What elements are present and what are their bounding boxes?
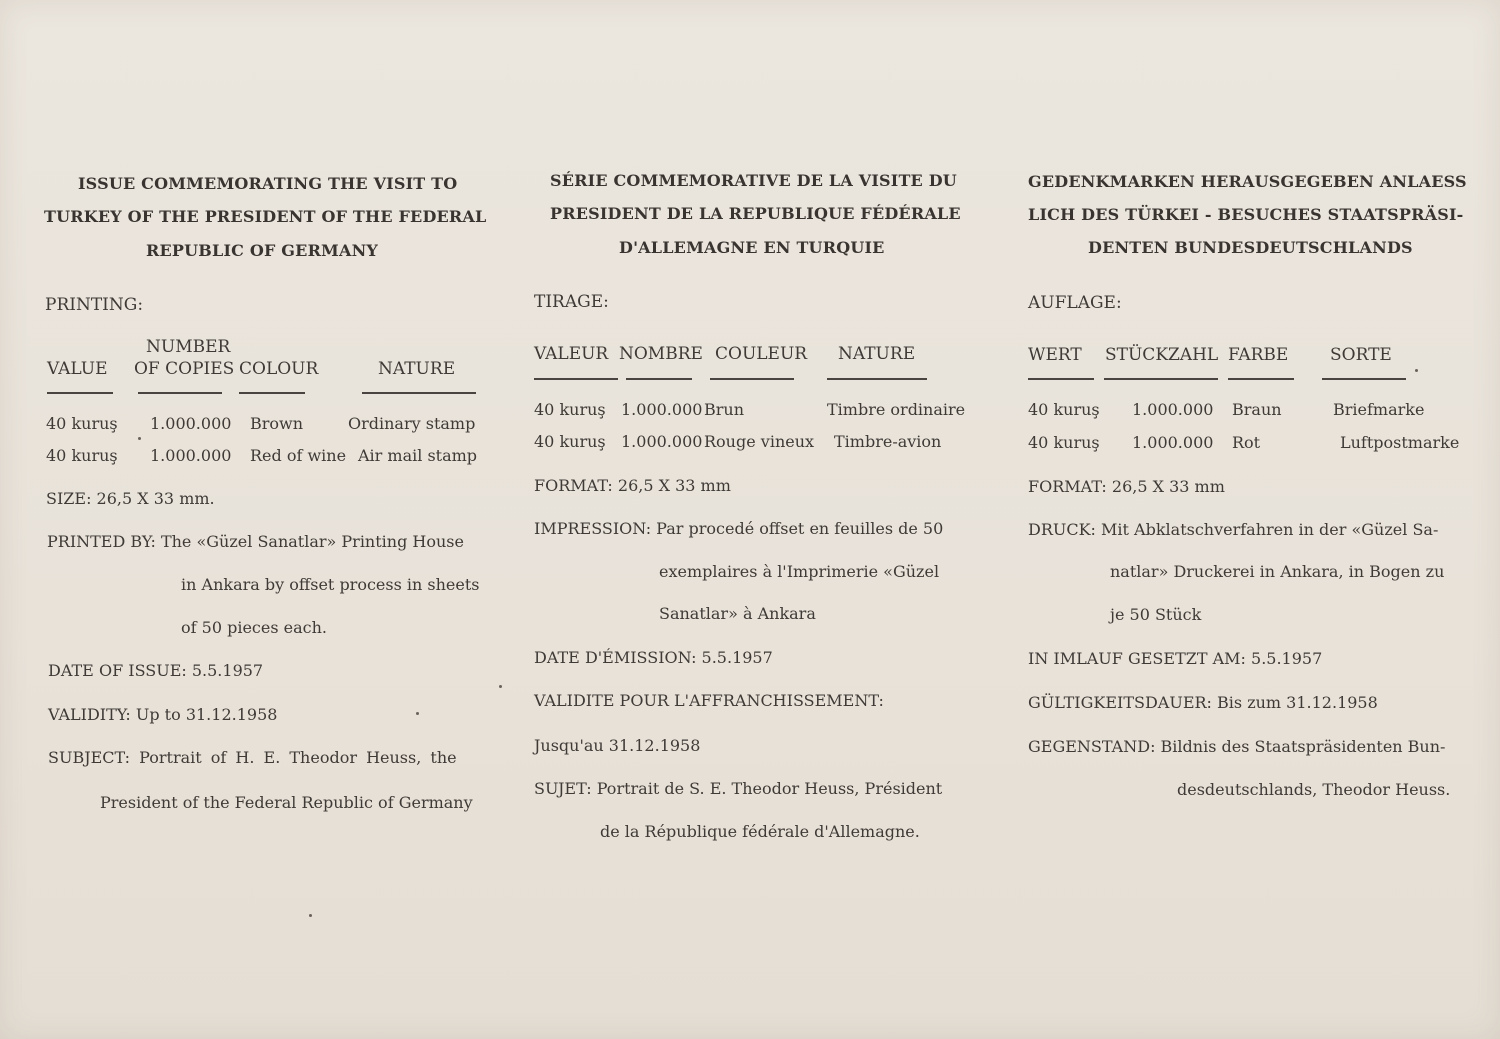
en-header-underline	[362, 392, 476, 394]
en-header-number: NUMBER	[146, 337, 231, 357]
de-row-2-nature: Luftpostmarke	[1340, 433, 1460, 452]
fr-sujet-line-2: de la République fédérale d'Allemagne.	[600, 822, 920, 841]
fr-title-line-2: PRESIDENT DE LA REPUBLIQUE FÉDÉRALE	[550, 204, 961, 223]
en-title-line-2: TURKEY OF THE PRESIDENT OF THE FEDERAL	[44, 207, 487, 226]
fr-row-1-value: 40 kuruş	[534, 400, 606, 419]
en-header-underline	[239, 392, 305, 394]
en-validity: VALIDITY: Up to 31.12.1958	[48, 705, 278, 724]
fr-date-emission: DATE D'ÉMISSION: 5.5.1957	[534, 648, 773, 667]
en-header-nature: NATURE	[378, 359, 456, 379]
de-row-1-copies: 1.000.000	[1132, 400, 1214, 419]
en-subject-line-2: President of the Federal Republic of Germany	[100, 793, 473, 812]
de-row-1-value: 40 kuruş	[1028, 400, 1100, 419]
en-title-line-3: REPUBLIC OF GERMANY	[146, 241, 379, 260]
fr-impression-line-2: exemplaires à l'Imprimerie «Güzel	[659, 562, 940, 581]
de-druck-line-3: je 50 Stück	[1110, 605, 1202, 624]
fr-title-line-3: D'ALLEMAGNE EN TURQUIE	[619, 238, 885, 257]
en-printing-label: PRINTING:	[45, 295, 144, 315]
fr-header-couleur: COULEUR	[715, 344, 808, 364]
de-format: FORMAT: 26,5 X 33 mm	[1028, 477, 1225, 496]
fr-header-valeur: VALEUR	[534, 344, 609, 364]
en-row-1-value: 40 kuruş	[46, 414, 118, 433]
fr-row-2-nature: Timbre-avion	[834, 432, 942, 451]
fr-row-2-copies: 1.000.000	[621, 432, 703, 451]
de-druck-line-2: natlar» Druckerei in Ankara, in Bogen zu	[1110, 562, 1445, 581]
en-header-underline	[138, 392, 222, 394]
en-row-2-colour: Red of wine	[250, 446, 347, 465]
de-title-line-1: GEDENKMARKEN HERAUSGEGEBEN ANLAESS	[1028, 172, 1467, 191]
de-header-stueckzahl: STÜCKZAHL	[1105, 345, 1219, 365]
en-row-2-nature: Air mail stamp	[358, 446, 478, 465]
de-row-1-nature: Briefmarke	[1333, 400, 1425, 419]
print-speck	[138, 437, 141, 440]
en-printed-by-line-3: of 50 pieces each.	[181, 618, 327, 637]
fr-header-nombre: NOMBRE	[619, 344, 703, 364]
de-header-sorte: SORTE	[1330, 345, 1392, 365]
fr-row-2-value: 40 kuruş	[534, 432, 606, 451]
de-druck-line-1: DRUCK: Mit Abklatschverfahren in der «Güzel Sa-	[1028, 520, 1439, 539]
fr-row-1-copies: 1.000.000	[621, 400, 703, 419]
en-printed-by-line-2: in Ankara by offset process in sheets	[181, 575, 480, 594]
fr-row-2-colour: Rouge vineux	[704, 432, 815, 451]
de-header-underline	[1104, 378, 1218, 380]
de-title-line-2: LICH DES TÜRKEI - BESUCHES STAATSPRÄSI-	[1028, 205, 1464, 224]
fr-row-1-colour: Brun	[704, 400, 745, 419]
de-row-1-colour: Braun	[1232, 400, 1282, 419]
de-row-2-colour: Rot	[1232, 433, 1261, 452]
de-gegenstand-line-1: GEGENSTAND: Bildnis des Staatspräsidenten Bun-	[1028, 737, 1446, 756]
fr-header-underline	[534, 378, 618, 380]
en-row-1-copies: 1.000.000	[150, 414, 232, 433]
en-row-1-colour: Brown	[250, 414, 304, 433]
fr-sujet-line-1: SUJET: Portrait de S. E. Theodor Heuss, Président	[534, 779, 943, 798]
de-title-line-3: DENTEN BUNDESDEUTSCHLANDS	[1088, 238, 1413, 257]
print-speck	[1415, 369, 1418, 372]
en-size: SIZE: 26,5 X 33 mm.	[46, 489, 215, 508]
fr-impression-line-1: IMPRESSION: Par procedé offset en feuilles de 50	[534, 519, 944, 538]
de-header-underline	[1228, 378, 1294, 380]
en-title-line-1: ISSUE COMMEMORATING THE VISIT TO	[78, 174, 458, 193]
de-auflage-label: AUFLAGE:	[1028, 293, 1122, 313]
fr-header-underline	[827, 378, 927, 380]
de-imlauf: IN IMLAUF GESETZT AM: 5.5.1957	[1028, 649, 1323, 668]
en-subject-line-1: SUBJECT: Portrait of H. E. Theodor Heuss, the	[48, 748, 457, 767]
de-gueltig: GÜLTIGKEITSDAUER: Bis zum 31.12.1958	[1028, 693, 1378, 712]
en-date-of-issue: DATE OF ISSUE: 5.5.1957	[48, 661, 264, 680]
de-row-2-value: 40 kuruş	[1028, 433, 1100, 452]
fr-header-underline	[710, 378, 794, 380]
fr-format: FORMAT: 26,5 X 33 mm	[534, 476, 731, 495]
de-gegenstand-line-2: desdeutschlands, Theodor Heuss.	[1177, 780, 1451, 799]
fr-header-nature: NATURE	[838, 344, 916, 364]
fr-validite-label: VALIDITE POUR L'AFFRANCHISSEMENT:	[534, 691, 884, 710]
fr-title-line-1: SÉRIE COMMEMORATIVE DE LA VISITE DU	[550, 171, 957, 190]
en-header-copies: OF COPIES	[134, 359, 235, 379]
print-speck	[499, 685, 502, 688]
de-header-underline	[1028, 378, 1094, 380]
en-header-underline	[47, 392, 113, 394]
fr-impression-line-3: Sanatlar» à Ankara	[659, 604, 816, 623]
fr-header-underline	[626, 378, 692, 380]
en-printed-by-line-1: PRINTED BY: The «Güzel Sanatlar» Printing House	[47, 532, 464, 551]
en-row-2-value: 40 kuruş	[46, 446, 118, 465]
print-speck	[309, 914, 312, 917]
de-header-underline	[1322, 378, 1406, 380]
fr-tirage-label: TIRAGE:	[534, 292, 609, 312]
de-row-2-copies: 1.000.000	[1132, 433, 1214, 452]
de-header-farbe: FARBE	[1228, 345, 1289, 365]
print-speck	[416, 712, 419, 715]
en-header-value: VALUE	[47, 359, 108, 379]
en-header-colour: COLOUR	[239, 359, 319, 379]
fr-validite-value: Jusqu'au 31.12.1958	[534, 736, 701, 755]
en-row-1-nature: Ordinary stamp	[348, 414, 476, 433]
en-row-2-copies: 1.000.000	[150, 446, 232, 465]
fr-row-1-nature: Timbre ordinaire	[827, 400, 966, 419]
de-header-wert: WERT	[1028, 345, 1082, 365]
